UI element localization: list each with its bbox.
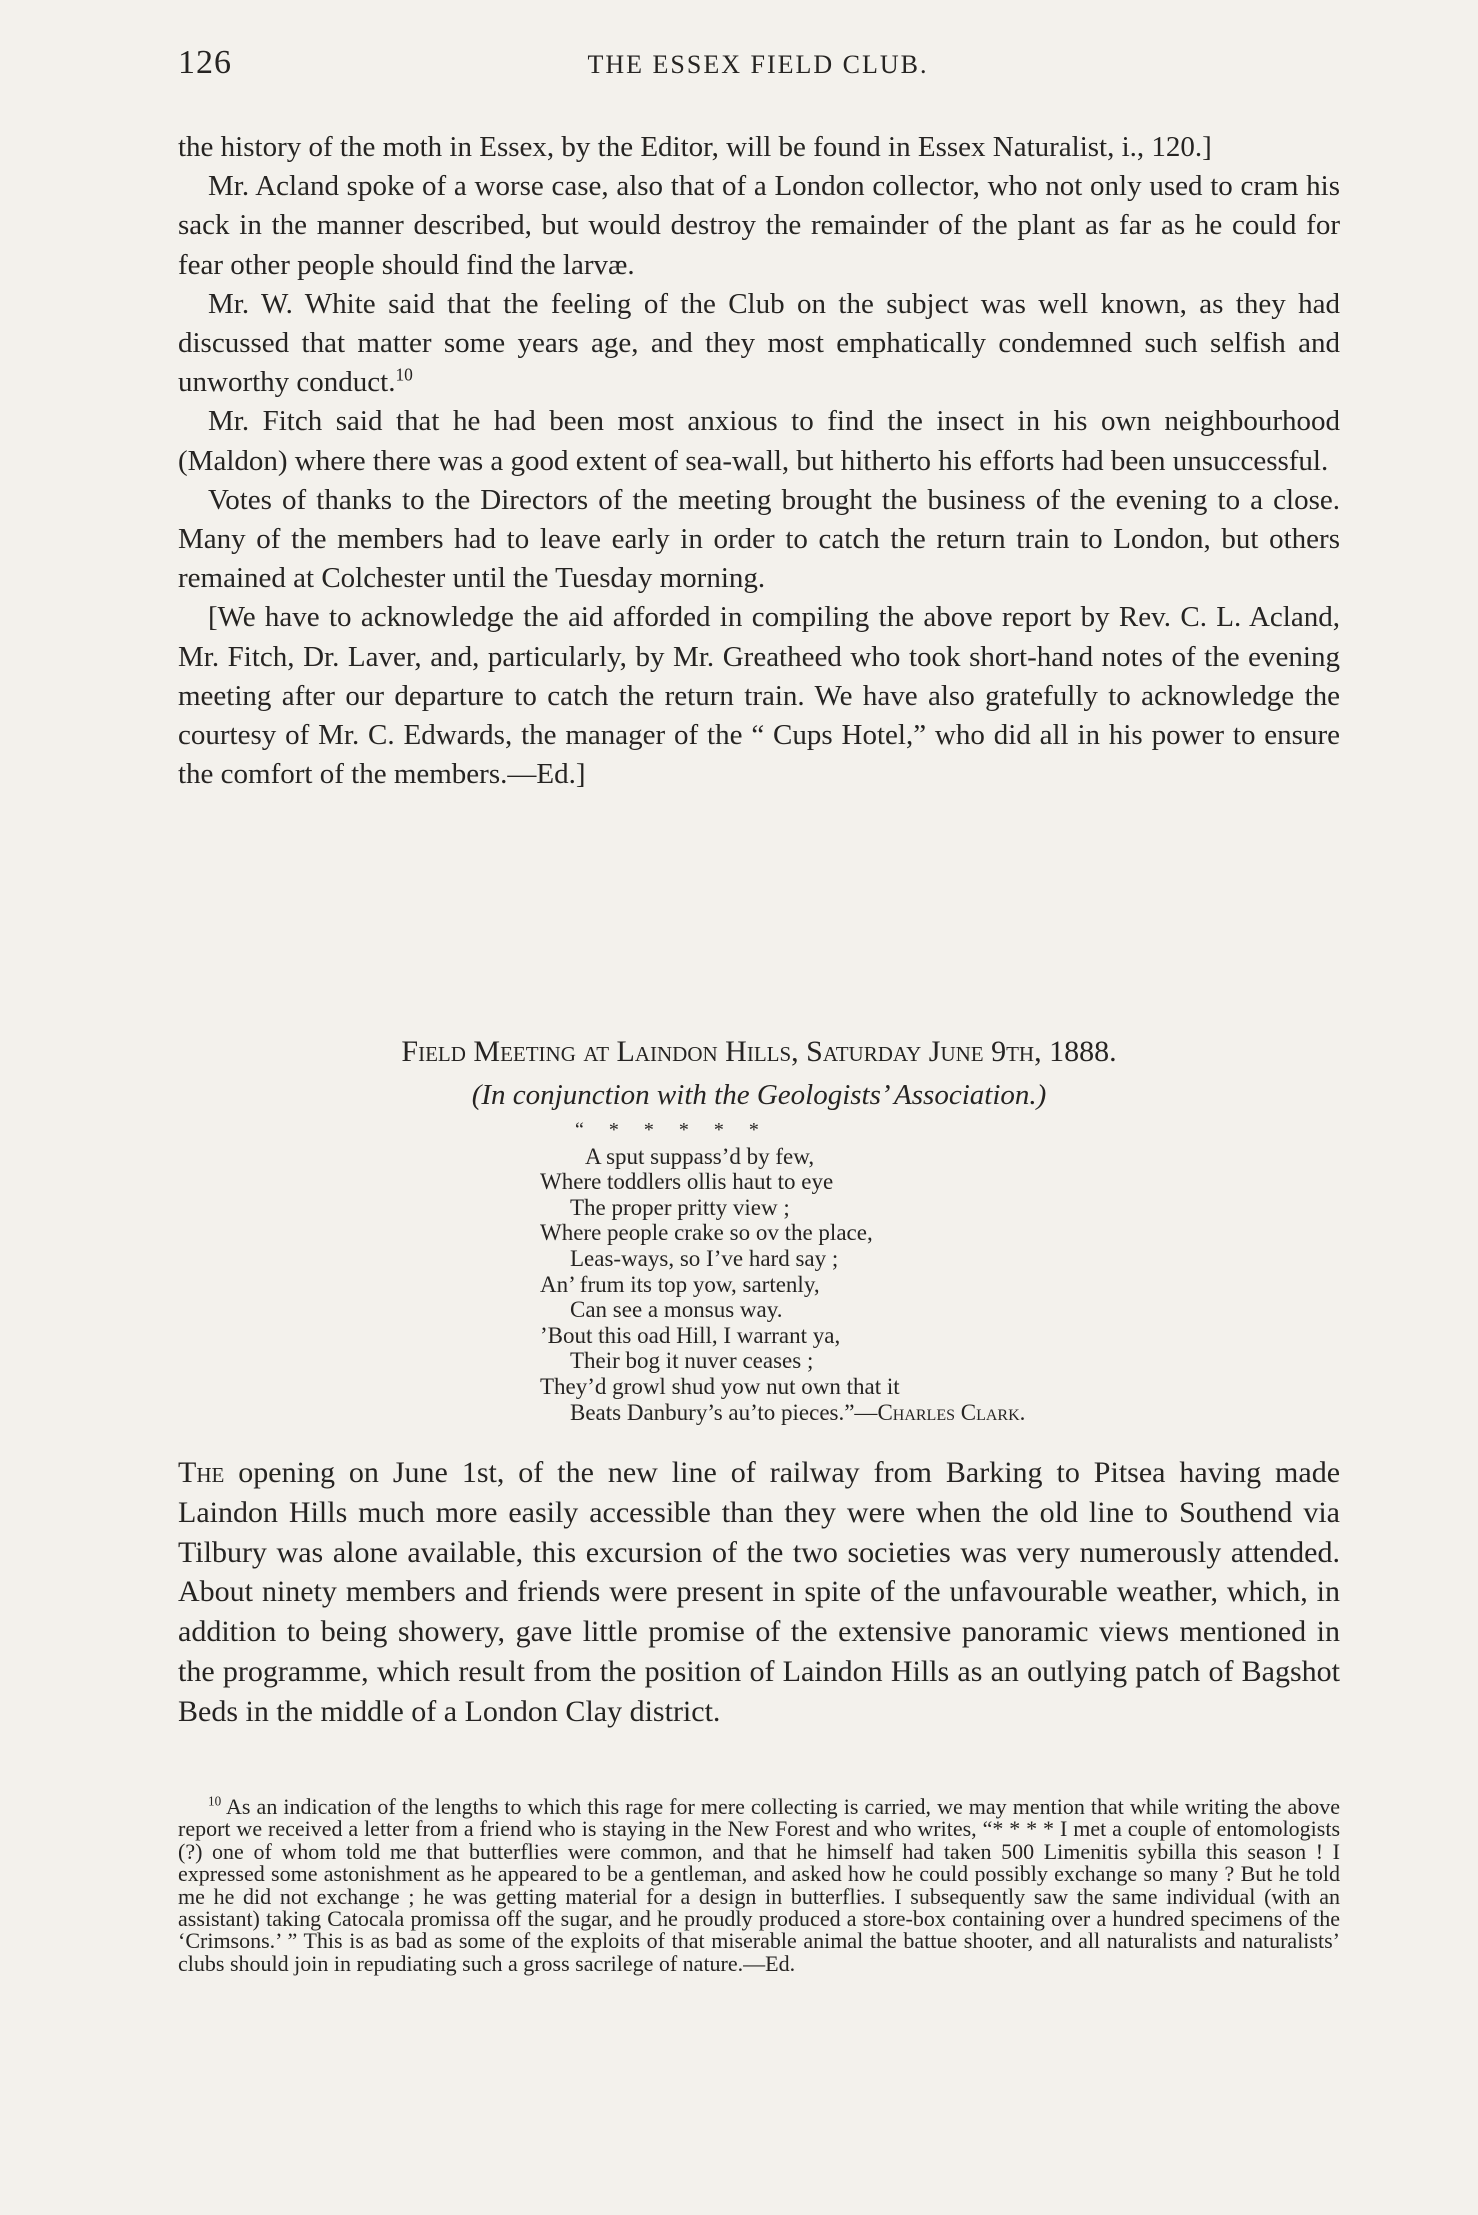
poem-line: ’Bout this oad Hill, I warrant ya, [540,1322,841,1348]
section-subheading [178,1075,1340,1115]
subheading-text: (In conjunction with the Geologists’ Association.) [471,1079,1047,1111]
section-body [178,1453,1340,1732]
poem-ellipsis: “ * * * * * [575,1119,769,1141]
paragraph: the history of the moth in Essex, by the Editor, will be found in Essex Naturalist, i., 120.] [178,131,1212,163]
running-title: THE ESSEX FIELD CLUB. [587,50,929,79]
poem-line: Can see a monsus way. [570,1297,783,1323]
footnote-paragraph [178,1793,1340,1976]
poem-line: Leas-ways, so I’ve hard say ; [570,1245,839,1271]
paragraph: [We have to acknowledge the aid afforded in compiling the above report by Rev. C. L. Acland, Mr. Fitch, Dr. Laver, and, particularly, by Mr. Greatheed who took short-hand notes of the evening meeting after our departure to catch the return train. We have also gratefully to acknowledge the courtesy of Mr. C. Edwards, the manager of the “ Cups Hotel,” who did all in his power to ensure the comfort of the members.—Ed.] [178,601,1340,791]
poem-attribution: Charles Clark. [877,1399,1026,1425]
paragraph-text: opening on June 1st, of the new line of railway from Barking to Pitsea having made Laindon Hills much more easily accessible than they were when the old line to Southend via Tilbury was alone available, this excursion of the two societies was very numerously attended. About ninety members and friends were present in spite of the unfavourable weather, which, in addition to being showery, gave little promise of the extensive panoramic views mentioned in the programme, which result from the position of Laindon Hills as an outlying patch of Bagshot Beds in the middle of a London Clay district. [178,1456,1341,1728]
poem-line: Where people crake so ov the place, [540,1220,873,1246]
poem-line-last [530,1400,1230,1426]
paragraph: Votes of thanks to the Directors of the meeting brought the business of the evening to a close. Many of the members had to leave early in order to catch the return train to London, but others remained at Colchester until the Tuesday morning. [178,483,1340,595]
section-heading: Field Meeting at Laindon Hills, Saturday June 9th, 1888. [401,1035,1117,1068]
paragraph-with-note [178,285,1340,403]
footnote-number: 10 [208,1793,222,1809]
poem-line: They’d growl shud yow nut own that it [540,1373,900,1399]
paragraph-text: Mr. W. White said that the feeling of the Club on the subject was well known, as they had discussed that matter some years age, and they most emphatically condemned such selfish and unworthy conduct. [178,287,1340,399]
poem-quotation [530,1118,1230,1425]
paragraph-lead-word: The [178,1456,225,1489]
poem-line: Where toddlers ollis haut to eye [540,1169,834,1195]
footnote [178,1793,1340,1976]
paragraph: Mr. Fitch said that he had been most anxious to find the insect in his own neighbourhood (Maldon) where there was a good extent of sea-wall, but hitherto his efforts had been unsuccessful. [178,405,1340,477]
body-text [178,128,1340,794]
page-number: 126 [178,44,232,81]
section-paragraph [178,1453,1340,1732]
poem-line: A sput suppass’d by few, [585,1143,815,1169]
poem-line: The proper pritty view ; [570,1194,790,1220]
poem-line-text: Beats Danbury’s au’to pieces.”— [570,1399,878,1425]
paragraph: Mr. Acland spoke of a worse case, also that of a London collector, who not only used to cram his sack in the manner described, but would destroy the remainder of the plant as far as he could for fear other people should find the larvæ. [178,170,1340,281]
poem-line: Their bog it nuver ceases ; [570,1348,814,1374]
footnote-reference: 10 [395,364,413,385]
poem-line: An’ frum its top yow, sartenly, [540,1271,820,1297]
footnote-text: As an indication of the lengths to which this rage for mere collecting is carried, we may mention that while writing the above report we received a letter from a friend who is staying in the New Forest and who writes, “* * * * I met a couple of entomologists (?) one of whom told me that butterflies were common, and that he himself had taken 500 Limenitis sybilla this season ! I expressed some astonishment as he appeared to be a gentleman, and asked how he could possibly exchange so many ? But he told me he did not exchange ; he was getting material for a design in butterflies. I subsequently saw the same individual (with an assistant) taking Catocala promissa off the sugar, and he proudly produced a store-box containing over a hundred specimens of the ‘Crimsons.’ ” This is as bad as some of the exploits of that miserable animal the battue shooter, and all naturalists and naturalists’ clubs should join in repudiating such a gross sacrilege of nature.—Ed. [178,1794,1340,1976]
page-header [178,44,1338,88]
